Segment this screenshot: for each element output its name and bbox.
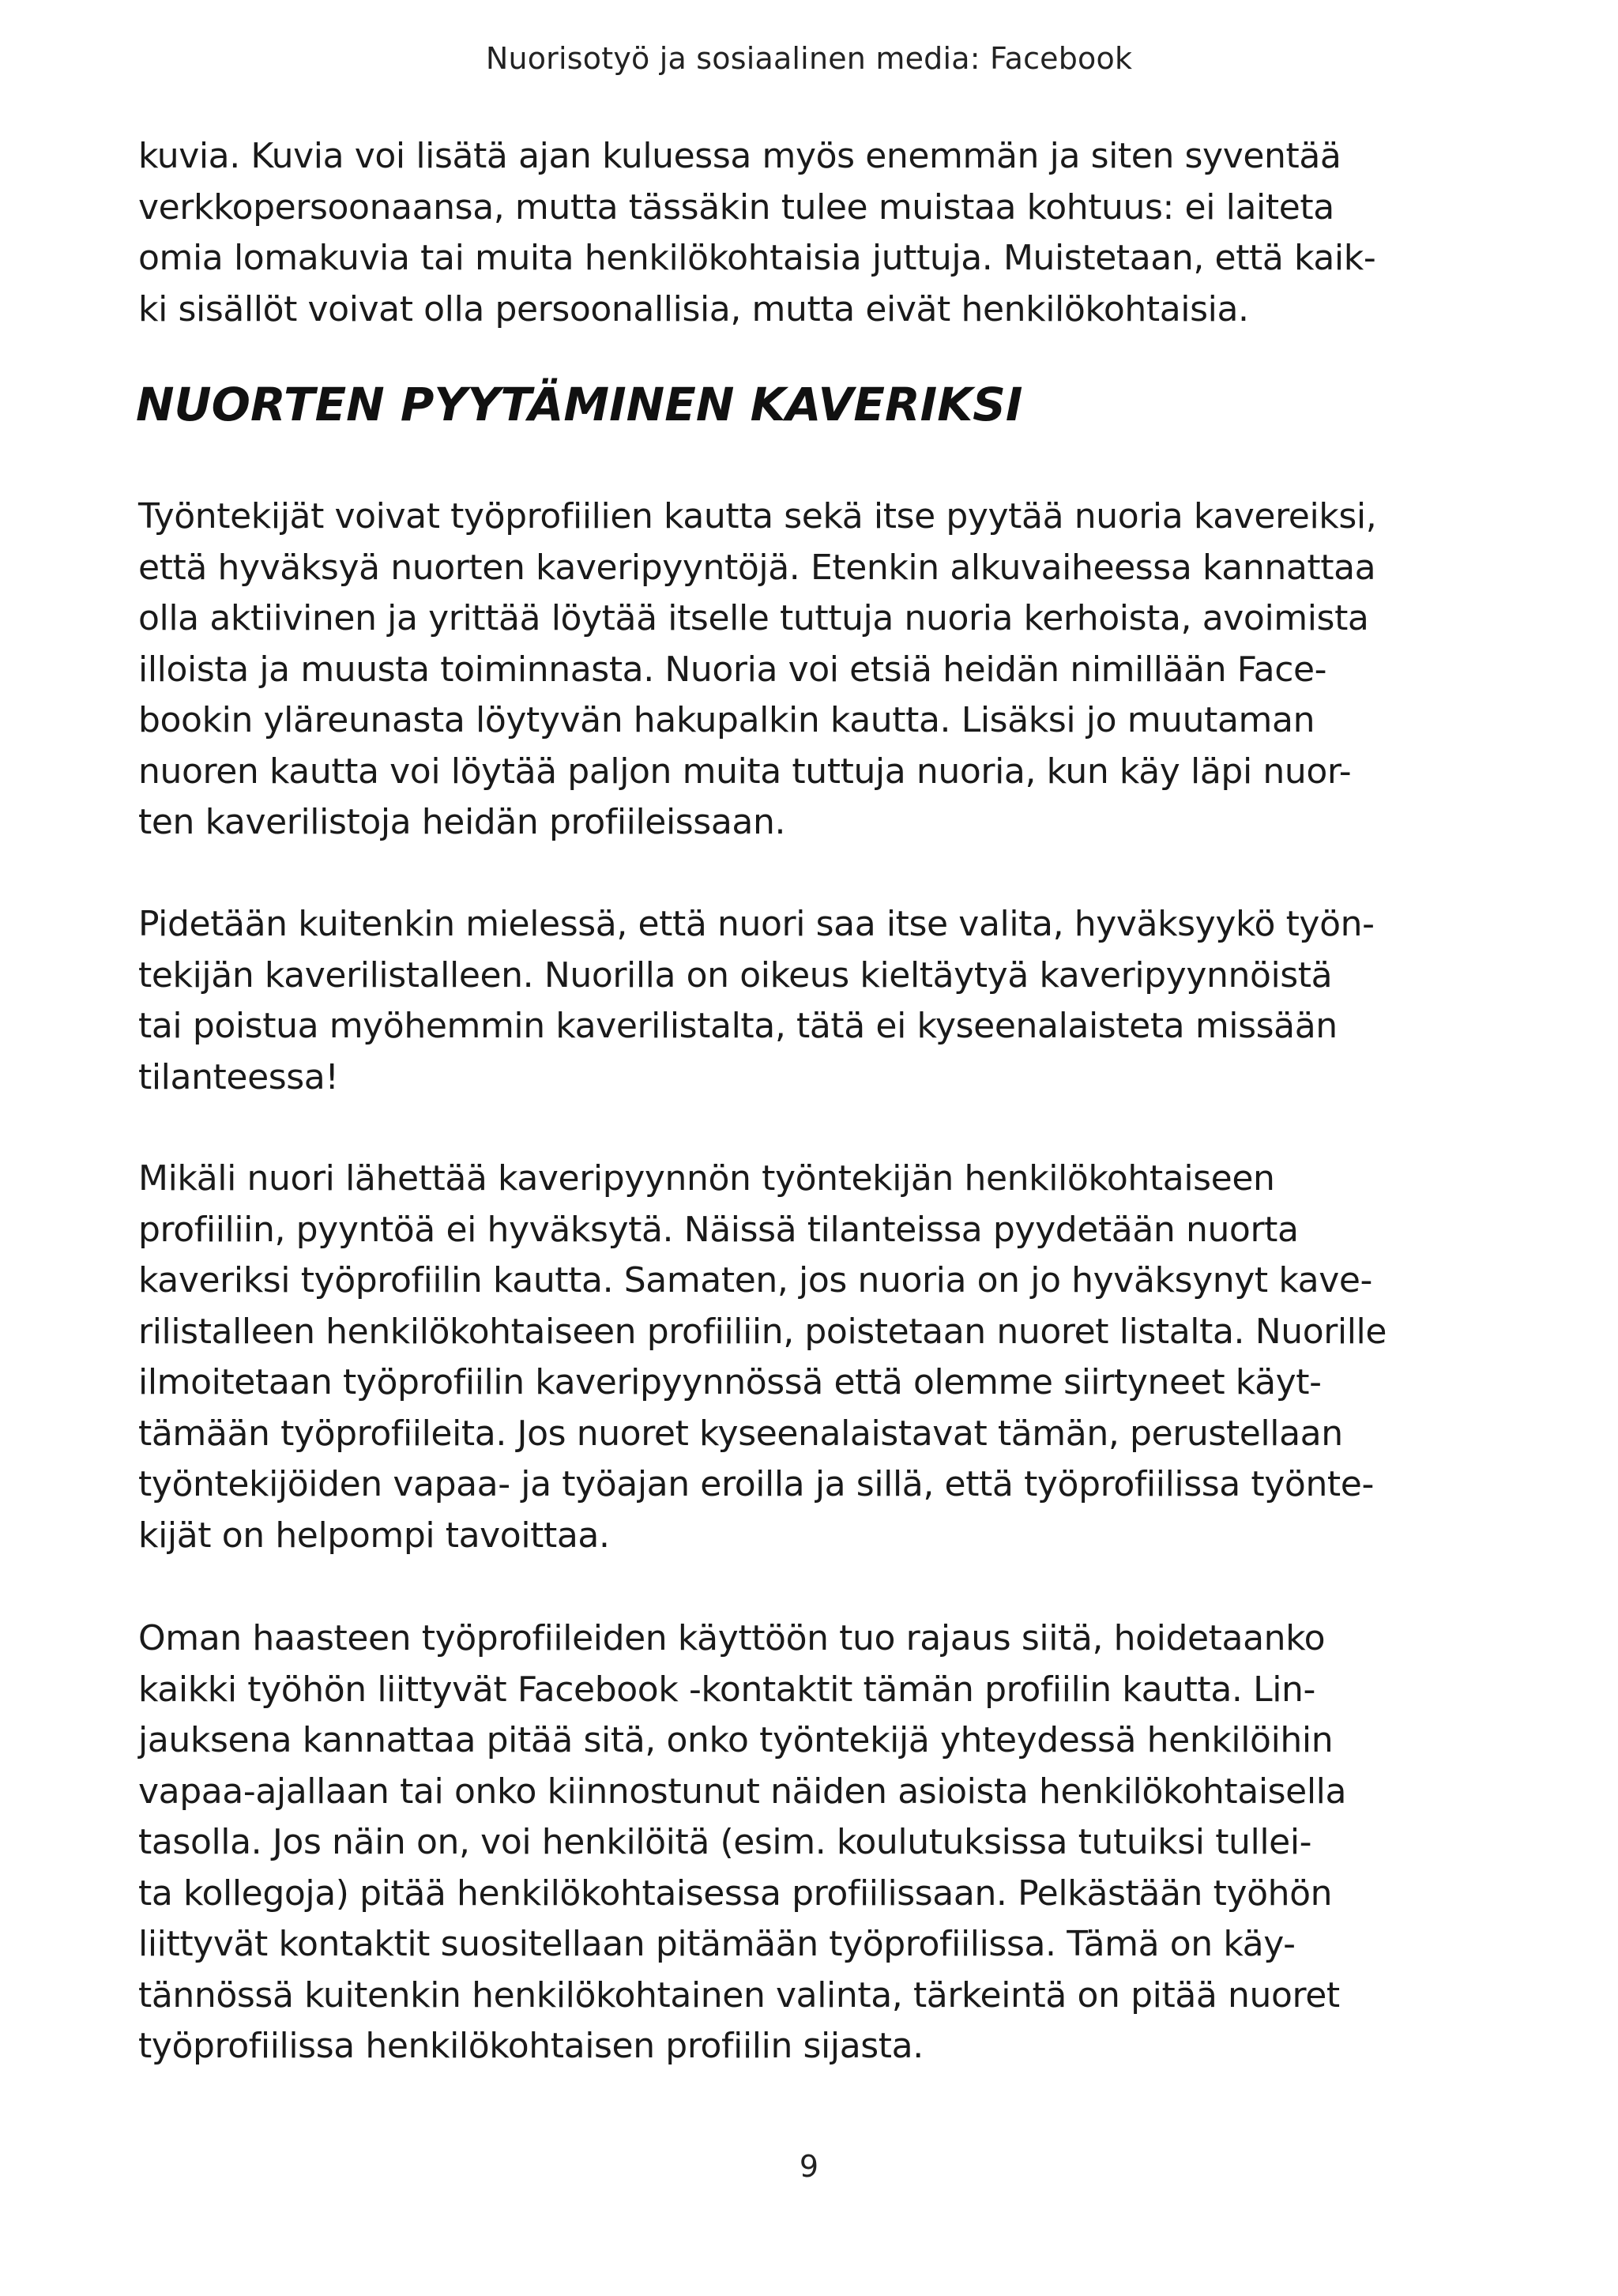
text-line: että hyväksyä nuorten kaveripyyntöjä. Etenkin alkuvaiheessa kannattaa	[138, 547, 1376, 588]
text-line: ilmoitetaan työprofiilin kaveripyynnössä että olemme siirtyneet käyt-	[138, 1362, 1322, 1402]
text-line: työprofiilissa henkilökohtaisen profiilin sijasta.	[138, 2026, 924, 2066]
text-line: Työntekijät voivat työprofiilien kautta sekä itse pyytää nuoria kavereiksi,	[138, 496, 1377, 536]
text-line: vapaa-ajallaan tai onko kiinnostunut näiden asioista henkilökohtaisella	[138, 1771, 1347, 1812]
paragraph-4	[138, 1613, 1497, 2072]
text-line: nuoren kautta voi löytää paljon muita tuttuja nuoria, kun käy läpi nuor-	[138, 751, 1352, 792]
text-line: illoista ja muusta toiminnasta. Nuoria voi etsiä heidän nimillään Face-	[138, 649, 1327, 690]
text-line: tilanteessa!	[138, 1056, 339, 1097]
running-header: Nuorisotyö ja sosiaalinen media: Facebook	[485, 41, 1133, 76]
text-line: Pidetään kuitenkin mielessä, että nuori saa itse valita, hyväksyykö työn-	[138, 904, 1375, 944]
text-line: bookin yläreunasta löytyvän hakupalkin kautta. Lisäksi jo muutaman	[138, 700, 1315, 740]
text-line: omia lomakuvia tai muita henkilökohtaisia juttuja. Muistetaan, että kaik-	[138, 238, 1376, 278]
section-heading: NUORTEN PYYTÄMINEN KAVERIKSI	[136, 378, 1023, 431]
text-line: liittyvät kontaktit suositellaan pitämään työprofiilissa. Tämä on käy-	[138, 1924, 1296, 1964]
paragraph-1	[138, 491, 1497, 849]
paragraph-2	[138, 899, 1497, 1103]
text-line: tasolla. Jos näin on, voi henkilöitä (esim. koulutuksissa tutuiksi tullei-	[138, 1822, 1312, 1862]
text-line: ten kaverilistoja heidän profiileissaan.	[138, 802, 786, 842]
text-line: kaikki työhön liittyvät Facebook -kontaktit tämän profiilin kautta. Lin-	[138, 1669, 1315, 1710]
text-line: tämään työprofiileita. Jos nuoret kyseenalaistavat tämän, perustellaan	[138, 1413, 1343, 1454]
text-line: tekijän kaverilistalleen. Nuorilla on oikeus kieltäytyä kaveripyynnöistä	[138, 954, 1333, 996]
paragraph-3	[138, 1154, 1497, 1561]
intro-paragraph	[138, 131, 1497, 335]
text-line: ki sisällöt voivat olla persoonallisia, mutta eivät henkilökohtaisia.	[138, 288, 1249, 329]
text-line: tännössä kuitenkin henkilökohtainen valinta, tärkeintä on pitää nuoret	[138, 1974, 1340, 2016]
text-line: kuvia. Kuvia voi lisätä ajan kuluessa myös enemmän ja siten syventää	[138, 136, 1341, 176]
text-line: kaveriksi työprofiilin kautta. Samaten, jos nuoria on jo hyväksynyt kave-	[138, 1260, 1372, 1300]
text-line: Oman haasteen työprofiileiden käyttöön tuo rajaus siitä, hoidetaanko	[138, 1618, 1326, 1658]
text-line: ta kollegoja) pitää henkilökohtaisessa profiilissaan. Pelkästään työhön	[138, 1873, 1333, 1914]
text-line: työntekijöiden vapaa- ja työajan eroilla ja sillä, että työprofiilissa työnte-	[138, 1464, 1374, 1504]
text-line: tai poistua myöhemmin kaverilistalta, tätä ei kyseenalaisteta missään	[138, 1006, 1338, 1046]
page-number: 9	[799, 2149, 819, 2184]
text-line: verkkopersoonaansa, mutta tässäkin tulee muistaa kohtuus: ei laiteta	[138, 186, 1334, 228]
text-line: profiiliin, pyyntöä ei hyväksytä. Näissä tilanteissa pyydetään nuorta	[138, 1209, 1299, 1250]
text-line: olla aktiivinen ja yrittää löytää itselle tuttuja nuoria kerhoista, avoimista	[138, 598, 1369, 638]
text-line: rilistalleen henkilökohtaiseen profiiliin, poistetaan nuoret listalta. Nuorille	[138, 1311, 1387, 1352]
text-line: Mikäli nuori lähettää kaveripyynnön työntekijän henkilökohtaiseen	[138, 1158, 1275, 1199]
text-line: jauksena kannattaa pitää sitä, onko työntekijä yhteydessä henkilöihin	[138, 1720, 1334, 1760]
text-line: kijät on helpompi tavoittaa.	[138, 1515, 610, 1556]
